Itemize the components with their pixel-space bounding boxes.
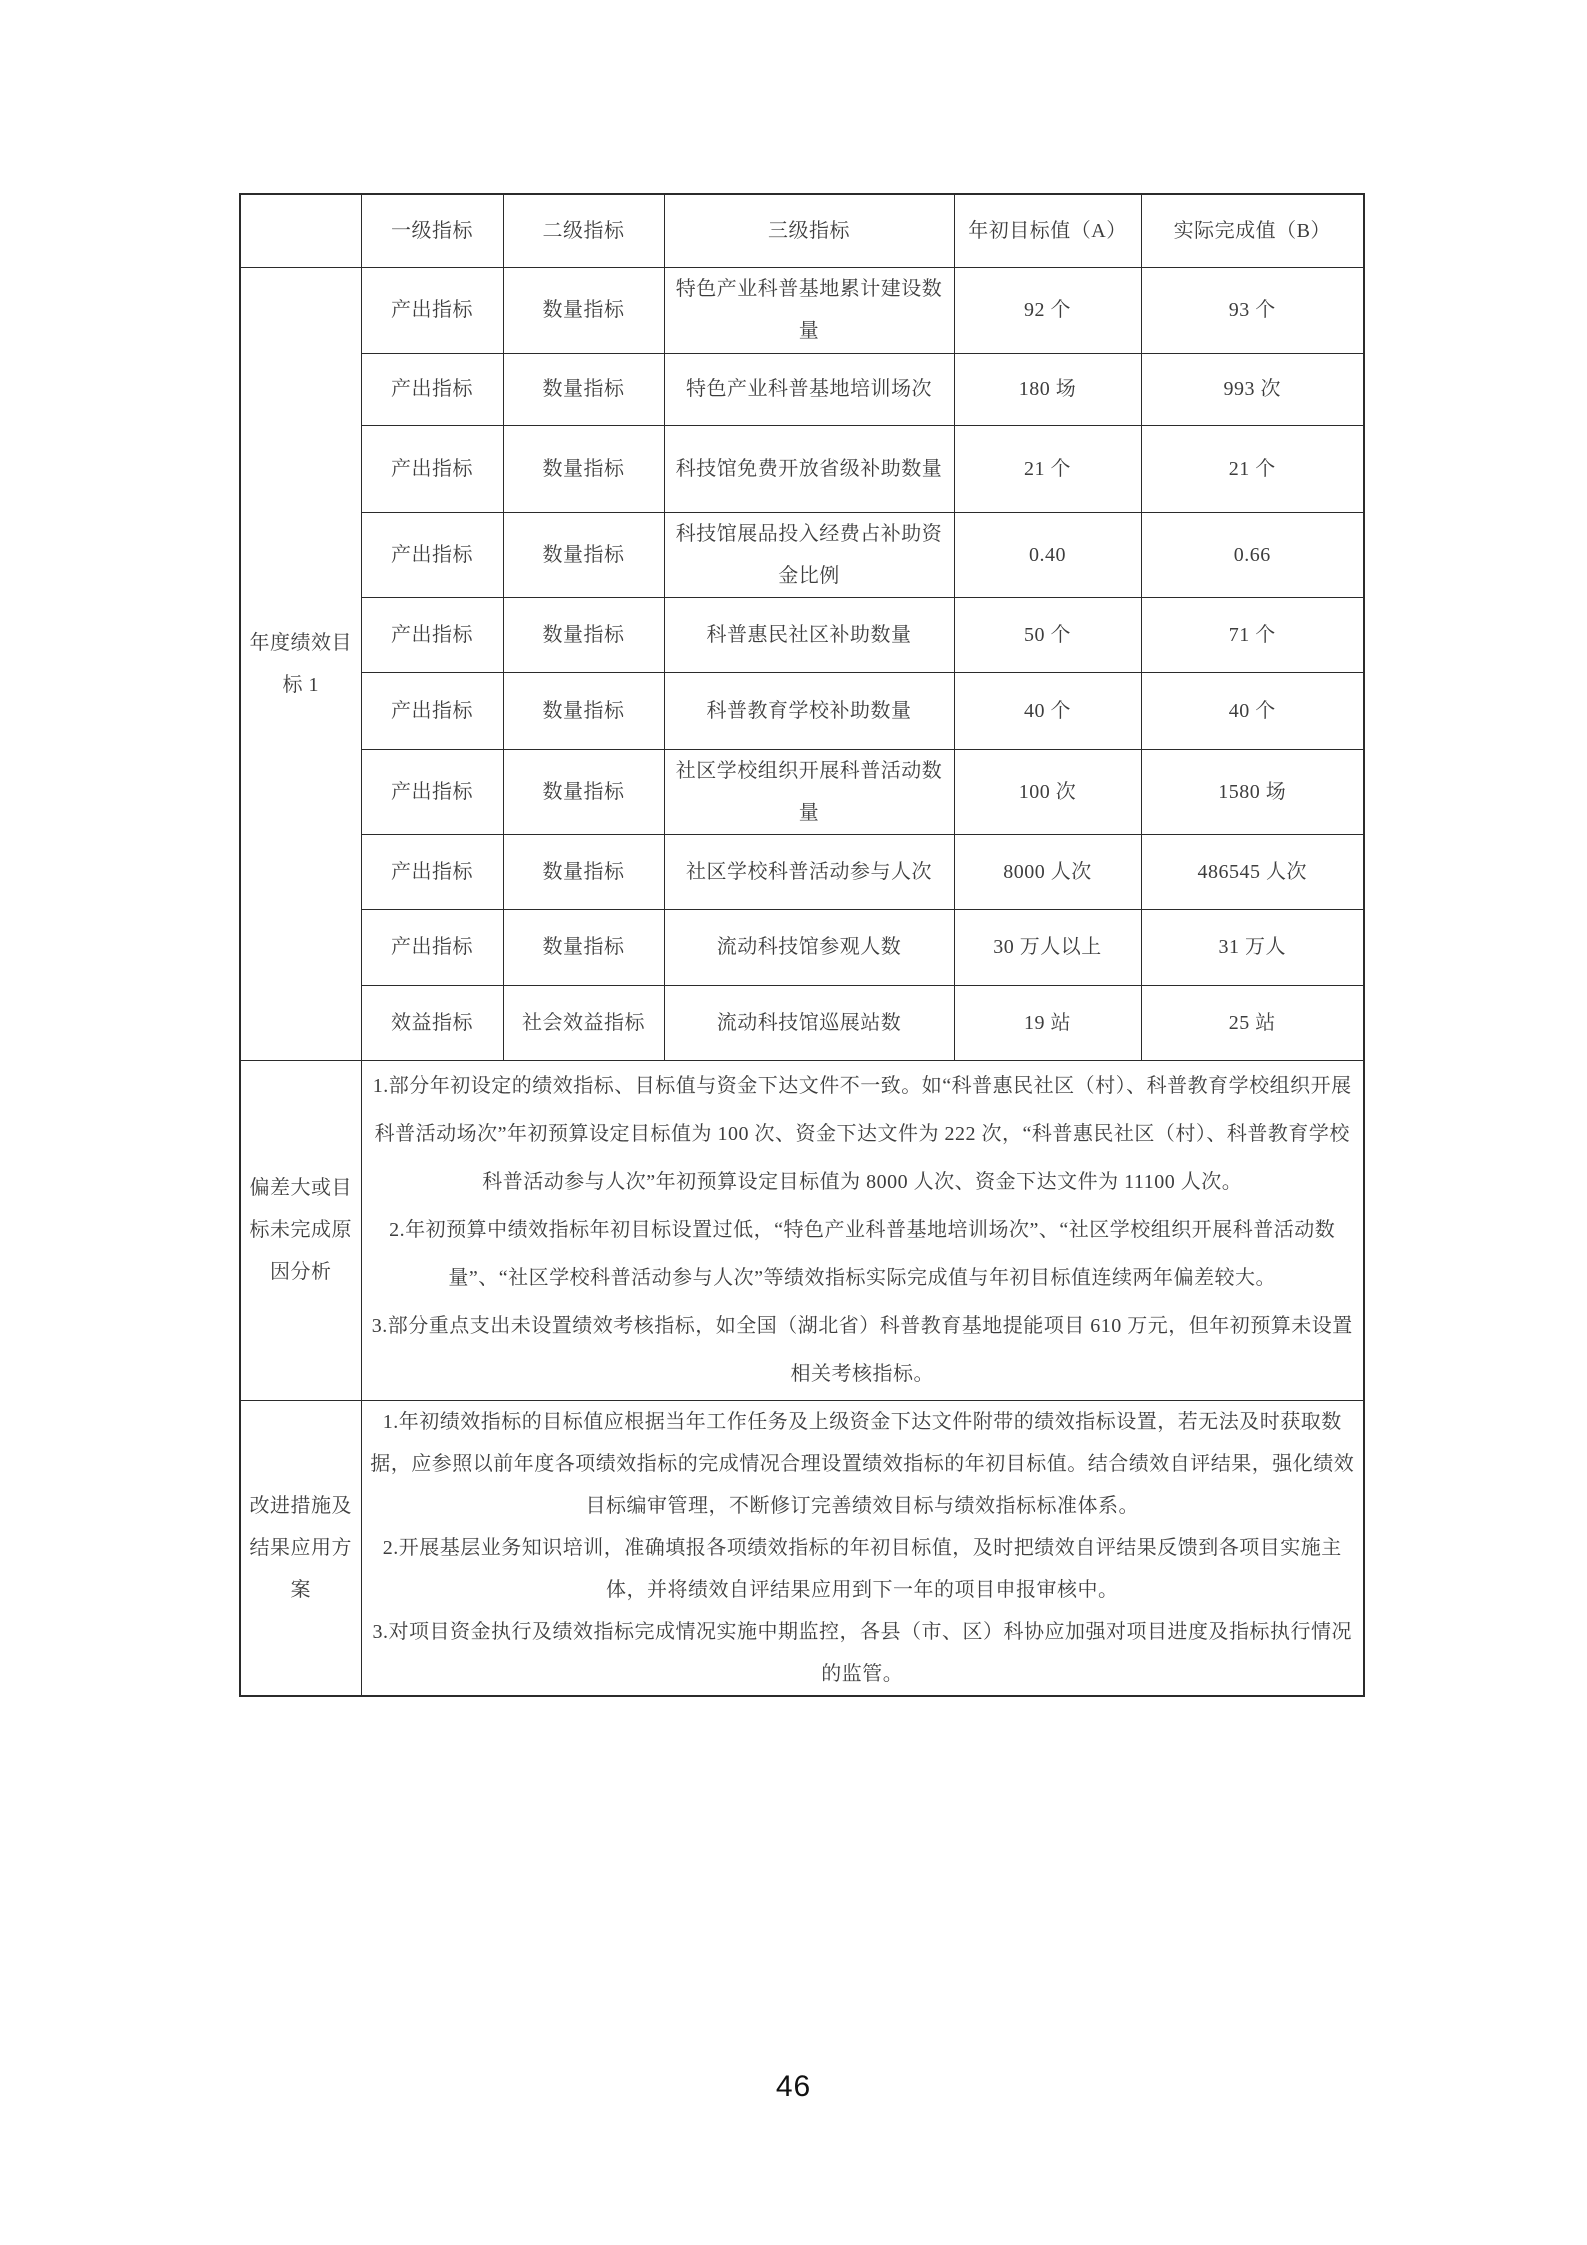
cell-actual: 25 站: [1141, 985, 1364, 1060]
cell-actual: 993 次: [1141, 353, 1364, 425]
cell-level1: 产出指标: [361, 834, 503, 909]
cell-level1: 产出指标: [361, 425, 503, 512]
table-header-row: [240, 194, 1364, 267]
cell-actual: 0.66: [1141, 512, 1364, 597]
section-improvement-plan: [240, 1400, 1364, 1696]
page-number: 46: [775, 2070, 812, 2103]
cell-actual: 486545 人次: [1141, 834, 1364, 909]
cell-actual: 1580 场: [1141, 749, 1364, 834]
cell-level2: 社会效益指标: [503, 985, 664, 1060]
cell-level2: 数量指标: [503, 425, 664, 512]
cell-level1: 效益指标: [361, 985, 503, 1060]
table-row: [240, 597, 1364, 672]
cell-level2: 数量指标: [503, 834, 664, 909]
cell-level3: 科技馆免费开放省级补助数量: [664, 425, 954, 512]
table-row: [240, 749, 1364, 834]
cell-level1: 产出指标: [361, 512, 503, 597]
cell-level1: 产出指标: [361, 909, 503, 985]
header-actual-value: 实际完成值（B）: [1141, 194, 1364, 267]
table-row: [240, 353, 1364, 425]
improvement-paragraph-2: 2.开展基层业务知识培训，准确填报各项绩效指标的年初目标值，及时把绩效自评结果反馈到各项目实施主体，并将绩效自评结果应用到下一年的项目申报审核中。: [382, 1536, 1342, 1601]
table-row: [240, 909, 1364, 985]
cell-target: 8000 人次: [954, 834, 1141, 909]
cell-target: 100 次: [954, 749, 1141, 834]
table-row: [240, 672, 1364, 749]
cell-target: 0.40: [954, 512, 1141, 597]
cell-actual: 93 个: [1141, 267, 1364, 353]
cell-target: 50 个: [954, 597, 1141, 672]
cell-level3: 特色产业科普基地累计建设数量: [664, 267, 954, 353]
cell-target: 40 个: [954, 672, 1141, 749]
cell-actual: 21 个: [1141, 425, 1364, 512]
cell-level3: 科普教育学校补助数量: [664, 672, 954, 749]
deviation-paragraph-3: 3.部分重点支出未设置绩效考核指标，如全国（湖北省）科普教育基地提能项目 610 万元，但年初预算未设置相关考核指标。: [371, 1315, 1353, 1385]
cell-level3: 流动科技馆巡展站数: [664, 985, 954, 1060]
table-row: [240, 267, 1364, 353]
cell-level3: 科普惠民社区补助数量: [664, 597, 954, 672]
header-level1: 一级指标: [361, 194, 503, 267]
cell-level1: 产出指标: [361, 353, 503, 425]
improvement-paragraph-1: 1.年初绩效指标的目标值应根据当年工作任务及上级资金下达文件附带的绩效指标设置，若无法及时获取数据，应参照以前年度各项绩效指标的完成情况合理设置绩效指标的年初目标值。结合绩效自评结果，强化绩效目标编审管理，不断修订完善绩效目标与绩效指标标准体系。: [370, 1410, 1355, 1517]
cell-level3: 特色产业科普基地培训场次: [664, 353, 954, 425]
row-group-label: 年度绩效目标 1: [240, 267, 361, 1060]
cell-target: 21 个: [954, 425, 1141, 512]
cell-level2: 数量指标: [503, 597, 664, 672]
table-row: [240, 425, 1364, 512]
cell-actual: 31 万人: [1141, 909, 1364, 985]
cell-level1: 产出指标: [361, 672, 503, 749]
cell-level3: 流动科技馆参观人数: [664, 909, 954, 985]
cell-level1: 产出指标: [361, 597, 503, 672]
cell-level1: 产出指标: [361, 267, 503, 353]
cell-target: 19 站: [954, 985, 1141, 1060]
table-row: [240, 834, 1364, 909]
cell-target: 30 万人以上: [954, 909, 1141, 985]
cell-level3: 科技馆展品投入经费占补助资金比例: [664, 512, 954, 597]
cell-actual: 71 个: [1141, 597, 1364, 672]
table-row: [240, 512, 1364, 597]
cell-level2: 数量指标: [503, 353, 664, 425]
cell-level2: 数量指标: [503, 749, 664, 834]
cell-level2: 数量指标: [503, 672, 664, 749]
cell-level1: 产出指标: [361, 749, 503, 834]
cell-level3: 社区学校科普活动参与人次: [664, 834, 954, 909]
header-level3: 三级指标: [664, 194, 954, 267]
performance-indicator-table: [239, 193, 1365, 1697]
header-level2: 二级指标: [503, 194, 664, 267]
cell-target: 92 个: [954, 267, 1141, 353]
cell-target: 180 场: [954, 353, 1141, 425]
cell-level2: 数量指标: [503, 512, 664, 597]
deviation-paragraph-1: 1.部分年初设定的绩效指标、目标值与资金下达文件不一致。如“科普惠民社区（村）、科普教育学校组织开展科普活动场次”年初预算设定目标值为 100 次、资金下达文件为 222 次，“科普惠民社区（村）、科普教育学校科普活动参与人次”年初预算设定目标值为 8000 人次、资金下达文件为 11100 人次。: [372, 1075, 1352, 1193]
cell-level3: 社区学校组织开展科普活动数量: [664, 749, 954, 834]
header-corner-cell: [240, 194, 361, 267]
cell-level2: 数量指标: [503, 909, 664, 985]
cell-actual: 40 个: [1141, 672, 1364, 749]
header-target-value: 年初目标值（A）: [954, 194, 1141, 267]
deviation-paragraph-2: 2.年初预算中绩效指标年初目标设置过低，“特色产业科普基地培训场次”、“社区学校组织开展科普活动数量”、“社区学校科普活动参与人次”等绩效指标实际完成值与年初目标值连续两年偏差较大。: [389, 1219, 1336, 1289]
cell-level2: 数量指标: [503, 267, 664, 353]
section-body-deviation: [361, 1060, 1364, 1400]
improvement-paragraph-3: 3.对项目资金执行及绩效指标完成情况实施中期监控，各县（市、区）科协应加强对项目进度及指标执行情况的监管。: [372, 1620, 1352, 1685]
section-body-improvement: [361, 1400, 1364, 1696]
section-label-improvement: 改进措施及结果应用方案: [240, 1400, 361, 1696]
section-deviation-analysis: [240, 1060, 1364, 1400]
table-row: [240, 985, 1364, 1060]
section-label-deviation: 偏差大或目标未完成原因分析: [240, 1060, 361, 1400]
